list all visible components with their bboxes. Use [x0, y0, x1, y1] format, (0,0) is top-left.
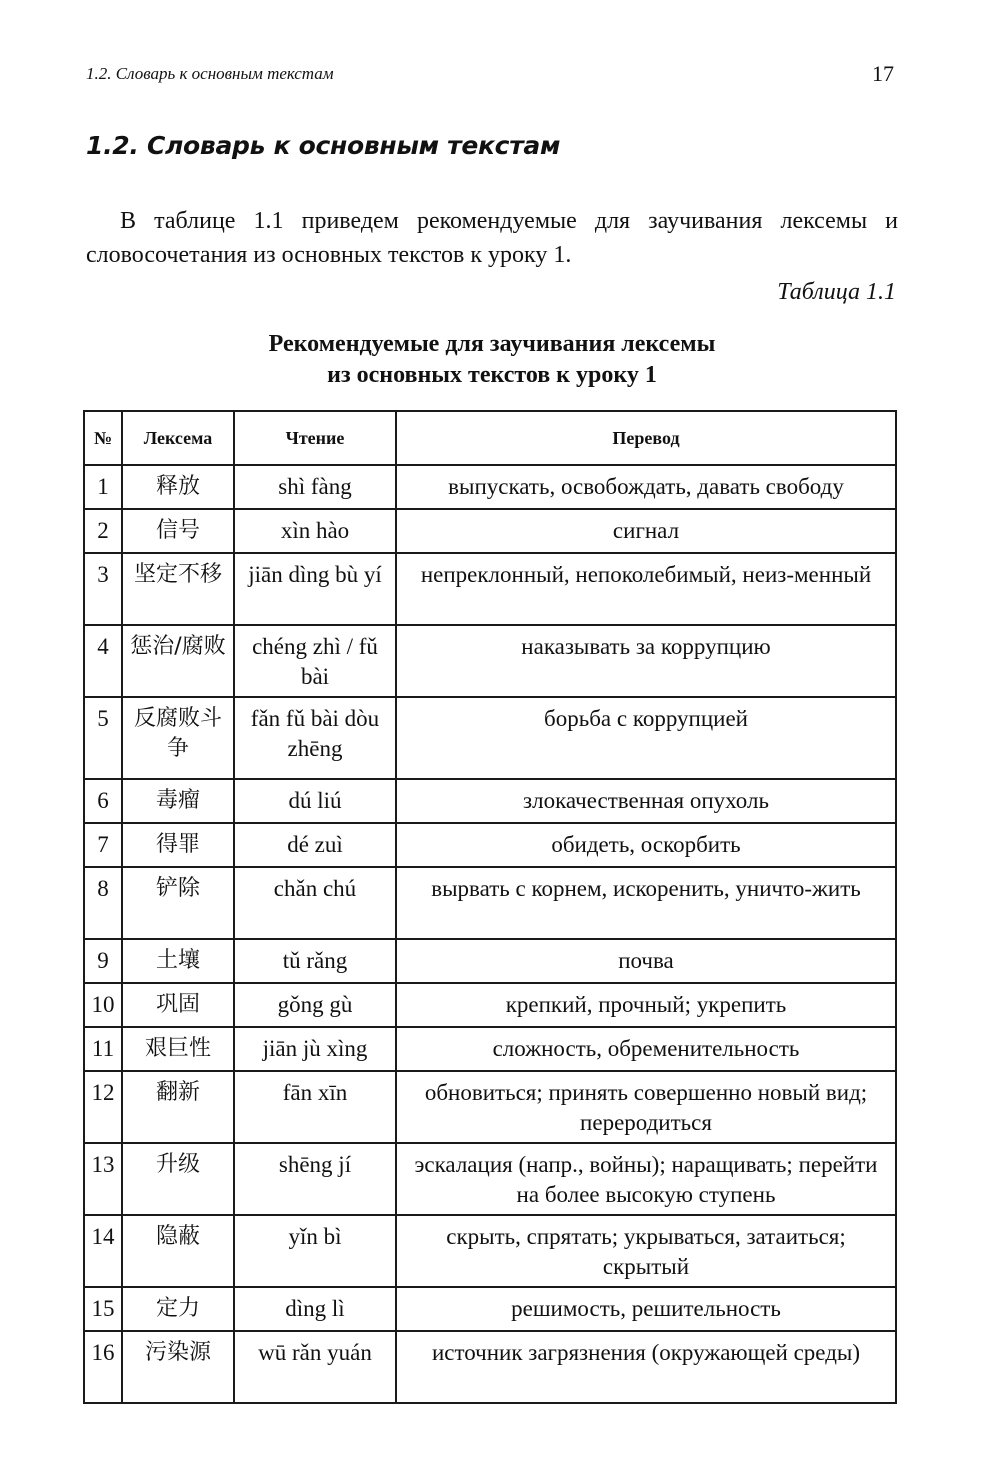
- column-header-translation: Перевод: [396, 411, 896, 465]
- row-translation: решимость, решительность: [396, 1287, 896, 1331]
- table-row: [84, 1331, 896, 1403]
- table-caption-line: Рекомендуемые для заучивания лексемы: [268, 331, 716, 357]
- row-number: 3: [84, 553, 122, 625]
- row-reading: chǎn chú: [234, 867, 396, 939]
- row-translation: наказывать за коррупцию: [396, 625, 896, 697]
- row-translation: сигнал: [396, 509, 896, 553]
- row-reading: dìng lì: [234, 1287, 396, 1331]
- row-reading: gǒng gù: [234, 983, 396, 1027]
- row-lexeme: 得罪: [122, 823, 234, 867]
- row-reading: wū rǎn yuán: [234, 1331, 396, 1403]
- row-lexeme: 定力: [122, 1287, 234, 1331]
- row-lexeme: 污染源: [122, 1331, 234, 1403]
- row-reading: dú liú: [234, 779, 396, 823]
- table-row: [84, 867, 896, 939]
- table-row: [84, 939, 896, 983]
- row-reading: fǎn fǔ bài dòu zhēng: [234, 697, 396, 779]
- row-lexeme: 铲除: [122, 867, 234, 939]
- row-number: 14: [84, 1215, 122, 1287]
- table-row: [84, 625, 896, 697]
- row-translation: вырвать с корнем, искоренить, уничто-жить: [396, 867, 896, 939]
- running-head: 1.2. Словарь к основным текстам: [86, 64, 334, 83]
- row-reading: shēng jí: [234, 1143, 396, 1215]
- row-lexeme: 释放: [122, 465, 234, 509]
- table-row: [84, 509, 896, 553]
- row-translation: непреклонный, непоколебимый, неиз-менный: [396, 553, 896, 625]
- row-number: 16: [84, 1331, 122, 1403]
- column-header-number: №: [84, 411, 122, 465]
- row-reading: xìn hào: [234, 509, 396, 553]
- row-number: 11: [84, 1027, 122, 1071]
- row-translation: крепкий, прочный; укрепить: [396, 983, 896, 1027]
- row-translation: источник загрязнения (окружающей среды): [396, 1331, 896, 1403]
- row-translation: обновиться; принять совершенно новый вид; переродиться: [396, 1071, 896, 1143]
- row-reading: jiān jù xìng: [234, 1027, 396, 1071]
- row-translation: эскалация (напр., войны); наращивать; перейти на более высокую ступень: [396, 1143, 896, 1215]
- row-number: 7: [84, 823, 122, 867]
- row-lexeme: 惩治/腐败: [122, 625, 234, 697]
- table-row: [84, 465, 896, 509]
- row-reading: tǔ rǎng: [234, 939, 396, 983]
- column-header-lexeme: Лексема: [122, 411, 234, 465]
- table-row: [84, 823, 896, 867]
- row-number: 5: [84, 697, 122, 779]
- table-body: [84, 465, 896, 1403]
- row-lexeme: 反腐败斗争: [122, 697, 234, 779]
- row-reading: shì fàng: [234, 465, 396, 509]
- table-caption-line: из основных текстов к уроку 1: [327, 362, 657, 388]
- table-row: [84, 1071, 896, 1143]
- page-number: 17: [872, 61, 894, 86]
- row-translation: почва: [396, 939, 896, 983]
- table-row: [84, 553, 896, 625]
- row-lexeme: 信号: [122, 509, 234, 553]
- row-lexeme: 土壤: [122, 939, 234, 983]
- row-translation: борьба с коррупцией: [396, 697, 896, 779]
- row-reading: yǐn bì: [234, 1215, 396, 1287]
- row-reading: fān xīn: [234, 1071, 396, 1143]
- table-row: [84, 1143, 896, 1215]
- row-number: 6: [84, 779, 122, 823]
- row-lexeme: 升级: [122, 1143, 234, 1215]
- table-row: [84, 779, 896, 823]
- table-header-row: [84, 411, 896, 465]
- row-lexeme: 毒瘤: [122, 779, 234, 823]
- row-reading: dé zuì: [234, 823, 396, 867]
- row-number: 4: [84, 625, 122, 697]
- row-translation: скрыть, спрятать; укрываться, затаиться; скрытый: [396, 1215, 896, 1287]
- row-number: 1: [84, 465, 122, 509]
- row-number: 12: [84, 1071, 122, 1143]
- row-number: 13: [84, 1143, 122, 1215]
- row-number: 10: [84, 983, 122, 1027]
- row-translation: обидеть, оскорбить: [396, 823, 896, 867]
- row-lexeme: 艰巨性: [122, 1027, 234, 1071]
- row-reading: jiān dìng bù yí: [234, 553, 396, 625]
- row-lexeme: 翻新: [122, 1071, 234, 1143]
- table-caption: [86, 329, 898, 391]
- row-number: 8: [84, 867, 122, 939]
- table-row: [84, 1287, 896, 1331]
- vocabulary-table: [83, 410, 897, 1404]
- row-number: 9: [84, 939, 122, 983]
- row-number: 15: [84, 1287, 122, 1331]
- table-label: Таблица 1.1: [777, 279, 896, 305]
- table-row: [84, 697, 896, 779]
- table-row: [84, 983, 896, 1027]
- row-lexeme: 坚定不移: [122, 553, 234, 625]
- intro-paragraph: В таблице 1.1 приведем рекомендуемые для заучивания лексемы и словосочетания из основных текстов к уроку 1.: [86, 208, 898, 268]
- row-number: 2: [84, 509, 122, 553]
- column-header-reading: Чтение: [234, 411, 396, 465]
- table-row: [84, 1027, 896, 1071]
- row-translation: злокачественная опухоль: [396, 779, 896, 823]
- row-translation: сложность, обременительность: [396, 1027, 896, 1071]
- row-lexeme: 巩固: [122, 983, 234, 1027]
- section-title: 1.2. Словарь к основным текстам: [86, 131, 561, 160]
- table-row: [84, 1215, 896, 1287]
- row-lexeme: 隐蔽: [122, 1215, 234, 1287]
- row-translation: выпускать, освобождать, давать свободу: [396, 465, 896, 509]
- row-reading: chéng zhì / fǔ bài: [234, 625, 396, 697]
